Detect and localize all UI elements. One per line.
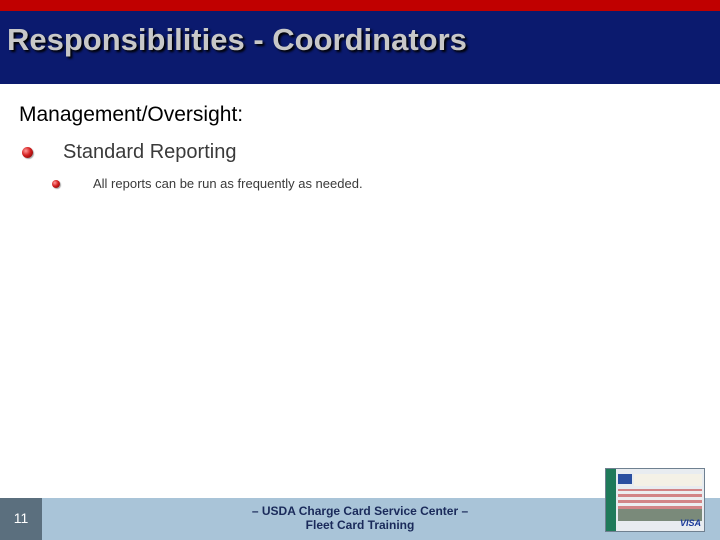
footer-line-2: Fleet Card Training xyxy=(305,518,415,532)
section-heading: Management/Oversight: xyxy=(19,103,244,126)
visa-logo: VISA xyxy=(679,518,701,528)
card-flag-graphic xyxy=(618,489,702,509)
card-logo-icon xyxy=(618,474,632,484)
card-header-band xyxy=(634,474,702,486)
bullet-icon xyxy=(22,147,33,158)
sub-bullet-item-reports: All reports can be run as frequently as needed. xyxy=(93,176,363,191)
sub-bullet-icon xyxy=(52,180,60,188)
page-number: 11 xyxy=(13,510,29,526)
footer-caption xyxy=(240,504,480,532)
footer-line-1: – USDA Charge Card Service Center – xyxy=(251,504,469,518)
card-side-strip xyxy=(606,469,616,531)
top-accent-stripe xyxy=(0,0,720,11)
slide-title: Responsibilities - Coordinators xyxy=(7,22,467,57)
fleet-card-image xyxy=(605,468,705,532)
bullet-item-standard-reporting: Standard Reporting xyxy=(63,141,237,163)
